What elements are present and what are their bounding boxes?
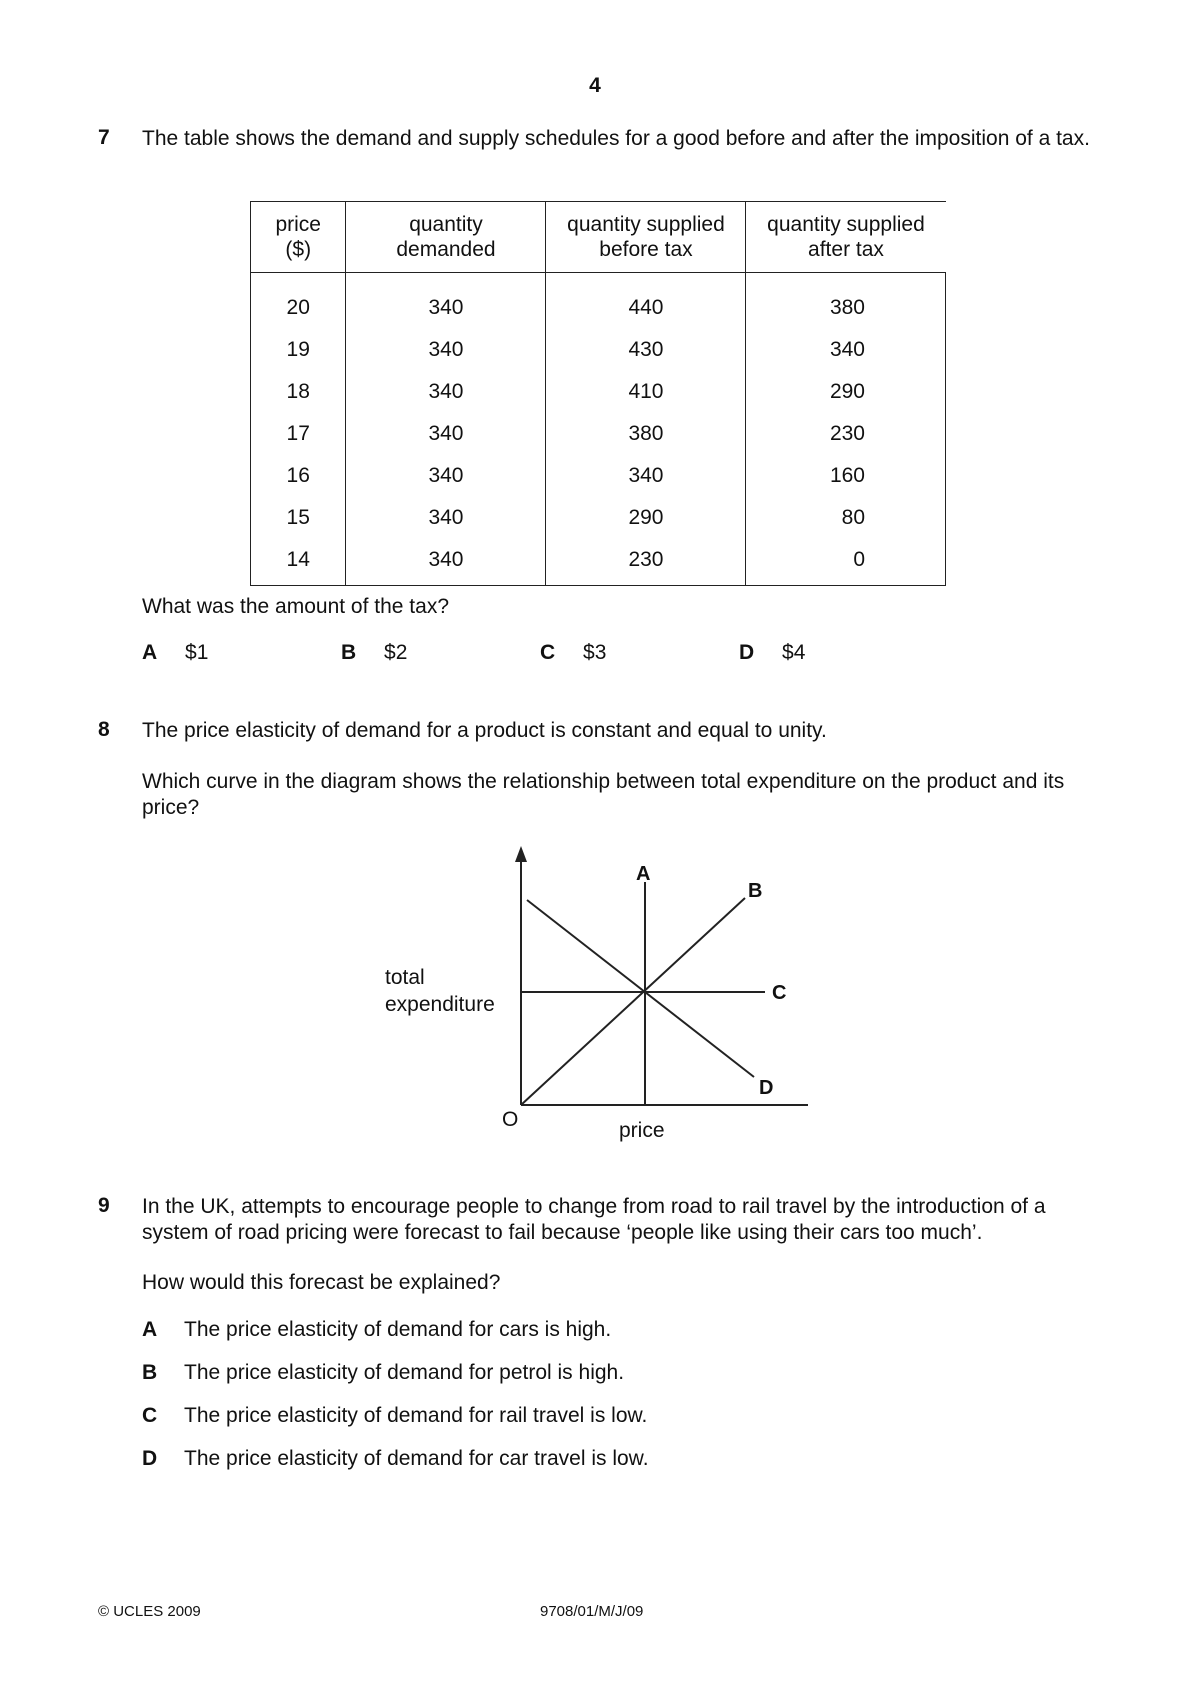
q9-option-b[interactable]: B The price elasticity of demand for petrol is high. [142,1361,625,1384]
q9-option-c[interactable]: C The price elasticity of demand for rail travel is low. [142,1404,648,1427]
x-axis-label: price [619,1119,665,1142]
q9-option-a[interactable]: A The price elasticity of demand for cars is high. [142,1318,612,1341]
origin-label: O [502,1108,519,1131]
table-cell: 18 [251,371,346,413]
curve-d-line [527,900,754,1077]
question-8-prompt: Which curve in the diagram shows the relationship between total expenditure on the product and its price? [142,770,1065,819]
table-cell: 430 [546,329,746,371]
table-cell: 20 [251,273,346,330]
header-supplied-before-tax: quantity supplied before tax [546,202,746,273]
table-cell: 230 [546,539,746,586]
question-7-number: 7 [98,126,110,149]
q7-option-c[interactable]: C $3 [540,641,607,664]
curve-a-label: A [636,863,651,885]
curve-c-label: C [772,982,787,1004]
table-cell: 380 [746,273,946,330]
table-cell: 230 [746,413,946,455]
q9-option-d[interactable]: D The price elasticity of demand for car travel is low. [142,1447,649,1470]
table-cell: 19 [251,329,346,371]
q7-option-a[interactable]: A $1 [142,641,209,664]
table-cell: 340 [346,455,546,497]
table-cell: 0 [746,539,946,586]
footer-copyright: © UCLES 2009 [98,1603,201,1620]
table-cell: 160 [746,455,946,497]
footer-paper-code: 9708/01/M/J/09 [540,1603,644,1620]
table-cell: 80 [746,497,946,539]
table-cell: 340 [346,371,546,413]
table-cell: 290 [746,371,946,413]
header-quantity-demanded: quantity demanded [346,202,546,273]
curve-d-label: D [759,1077,774,1099]
header-supplied-after-tax: quantity supplied after tax [746,202,946,273]
question-8-stem: The price elasticity of demand for a product is constant and equal to unity. [142,719,827,742]
question-9-number: 9 [98,1194,110,1217]
question-9-stem: In the UK, attempts to encourage people to change from road to rail travel by the introduction of a system of road pricing were forecast to fail because ‘people like using their cars too much’. [142,1195,1046,1244]
table-cell: 15 [251,497,346,539]
page-number: 4 [589,74,601,97]
table-cell: 340 [346,273,546,330]
table-cell: 340 [346,413,546,455]
table-cell: 340 [346,539,546,586]
table-cell: 290 [546,497,746,539]
table-cell: 340 [546,455,746,497]
y-axis-label-line2: expenditure [385,993,495,1016]
q7-option-d[interactable]: D $4 [739,641,806,664]
question-9-prompt: How would this forecast be explained? [142,1271,501,1294]
table-cell: 380 [546,413,746,455]
y-axis-label-line1: total [385,966,425,989]
curve-b-line [521,898,745,1105]
table-cell: 340 [346,497,546,539]
curve-b-label: B [748,880,763,902]
question-7-prompt: What was the amount of the tax? [142,595,450,618]
header-price: price ($) [251,202,346,273]
table-cell: 16 [251,455,346,497]
table-cell: 340 [346,329,546,371]
y-axis-arrow-icon [515,846,527,862]
question-8-number: 8 [98,718,110,741]
table-cell: 14 [251,539,346,586]
table-cell: 410 [546,371,746,413]
table-cell: 17 [251,413,346,455]
question-7-stem: The table shows the demand and supply schedules for a good before and after the imposition of a tax. [142,127,1090,150]
table-cell: 340 [746,329,946,371]
q7-option-b[interactable]: B $2 [341,641,408,664]
table-cell: 440 [546,273,746,330]
